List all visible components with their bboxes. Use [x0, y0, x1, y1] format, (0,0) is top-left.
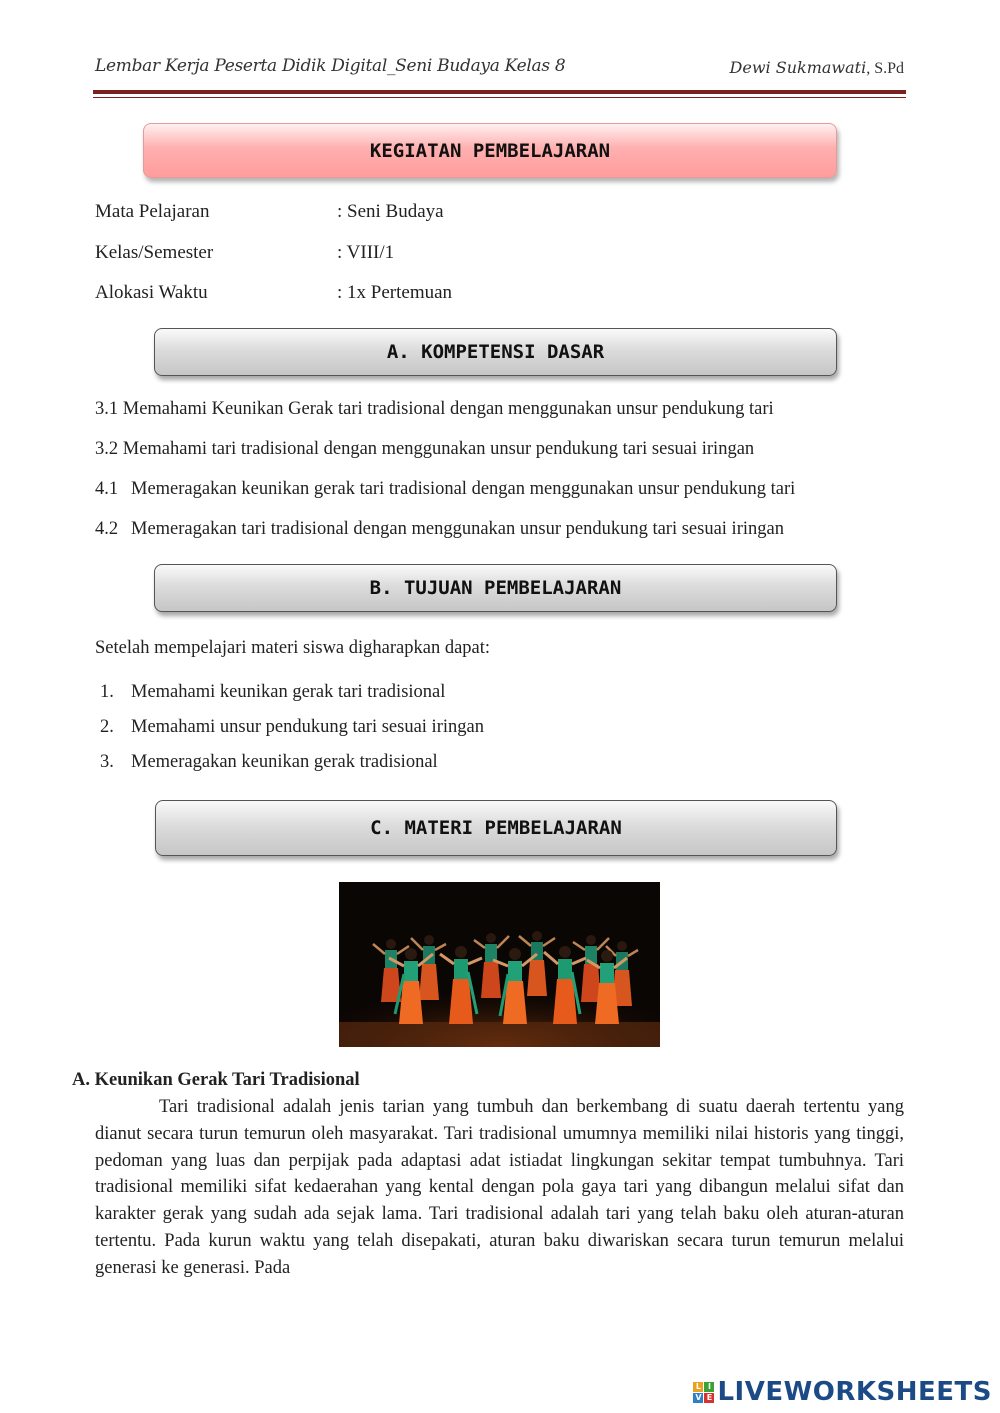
banner-kegiatan-pembelajaran: KEGIATAN PEMBELAJARAN [143, 123, 837, 178]
kompetensi-text: Memahami tari tradisional dengan menggunakan unsur pendukung tari sesuai iringan [122, 439, 755, 459]
kompetensi-number: 4.1 [95, 479, 119, 499]
liveworksheets-wordmark: LIVEWORKSHEETS [717, 1377, 992, 1407]
materi-paragraph-block [95, 1094, 904, 1282]
materi-section-title: A. Keunikan Gerak Tari Tradisional [72, 1070, 360, 1090]
tujuan-text: Memeragakan keunikan gerak tradisional [131, 752, 438, 772]
tujuan-item [100, 717, 484, 738]
kompetensi-item [95, 479, 795, 500]
logo-letter: I [704, 1382, 714, 1392]
tujuan-item [100, 752, 438, 773]
info-label: Alokasi Waktu [95, 282, 208, 303]
logo-letter: E [704, 1393, 714, 1403]
kompetensi-text: Memeragakan keunikan gerak tari tradisional dengan menggunakan unsur pendukung tari [131, 479, 796, 499]
header-rule-thick [93, 90, 906, 94]
tujuan-number: 3. [100, 752, 114, 772]
kompetensi-number: 4.2 [95, 519, 119, 539]
materi-paragraph: Tari tradisional adalah jenis tarian yang tumbuh dan berkembang di suatu daerah tertentu yang dianut secara turun temurun oleh masyarakat. Tari tradisional umumnya memiliki nilai historis yang tinggi, pedoman yang luas dan perpijak pada adaptasi adat istiadat lingkungan sekitar tempat tumbuhnya. Tari tradisional memiliki sifat kedaerahan yang kental dengan pola gaya tari yang dibangun melalui sifat dan karakter gerak yang sudah ada sejak lama. Tari tradisional adalah tari yang telah baku oleh aturan-aturan tertentu. Pada kurun waktu yang telah disepakati, aturan baku diwariskan secara turun temurun melalui generasi ke generasi. Pada [95, 1097, 904, 1278]
document-header-author [730, 58, 904, 78]
info-row-kelas-semester [95, 242, 394, 264]
info-row-alokasi-waktu [95, 282, 452, 304]
banner-kompetensi-dasar: A. KOMPETENSI DASAR [154, 328, 837, 376]
kompetensi-text: Memahami Keunikan Gerak tari tradisional dengan menggunakan unsur pendukung tari [122, 399, 774, 419]
kompetensi-item [95, 439, 754, 460]
document-header-title: Lembar Kerja Peserta Didik Digital_Seni Budaya Kelas 8 [95, 56, 566, 76]
info-row-mata-pelajaran [95, 201, 444, 223]
tujuan-intro: Setelah mempelajari materi siswa digharapkan dapat: [95, 638, 491, 658]
info-value: : Seni Budaya [337, 201, 444, 222]
author-name: Dewi Sukmawati [729, 58, 867, 77]
banner-tujuan-pembelajaran: B. TUJUAN PEMBELAJARAN [154, 564, 837, 612]
kompetensi-number: 3.2 [95, 439, 119, 459]
kompetensi-item [95, 519, 784, 540]
tujuan-number: 2. [100, 717, 114, 737]
author-suffix: , S.Pd [866, 60, 904, 77]
dancers-illustration [339, 882, 660, 1047]
kompetensi-item [95, 399, 774, 420]
info-value: : 1x Pertemuan [337, 282, 453, 303]
kompetensi-number: 3.1 [95, 399, 119, 419]
info-value: : VIII/1 [337, 242, 395, 263]
liveworksheets-logo-icon [693, 1382, 714, 1403]
info-label: Kelas/Semester [95, 242, 214, 263]
tujuan-text: Memahami keunikan gerak tari tradisional [131, 682, 446, 702]
logo-letter: L [693, 1382, 703, 1392]
liveworksheets-watermark [693, 1377, 992, 1407]
traditional-dance-photo [339, 882, 660, 1047]
tujuan-number: 1. [100, 682, 114, 702]
header-rule-thin [93, 97, 906, 98]
logo-letter: V [695, 1392, 702, 1402]
banner-materi-pembelajaran: C. MATERI PEMBELAJARAN [155, 800, 837, 856]
tujuan-text: Memahami unsur pendukung tari sesuai iringan [131, 717, 484, 737]
info-label: Mata Pelajaran [95, 201, 210, 222]
tujuan-item [100, 682, 445, 703]
kompetensi-text: Memeragakan tari tradisional dengan menggunakan unsur pendukung tari sesuai iringan [131, 519, 784, 539]
